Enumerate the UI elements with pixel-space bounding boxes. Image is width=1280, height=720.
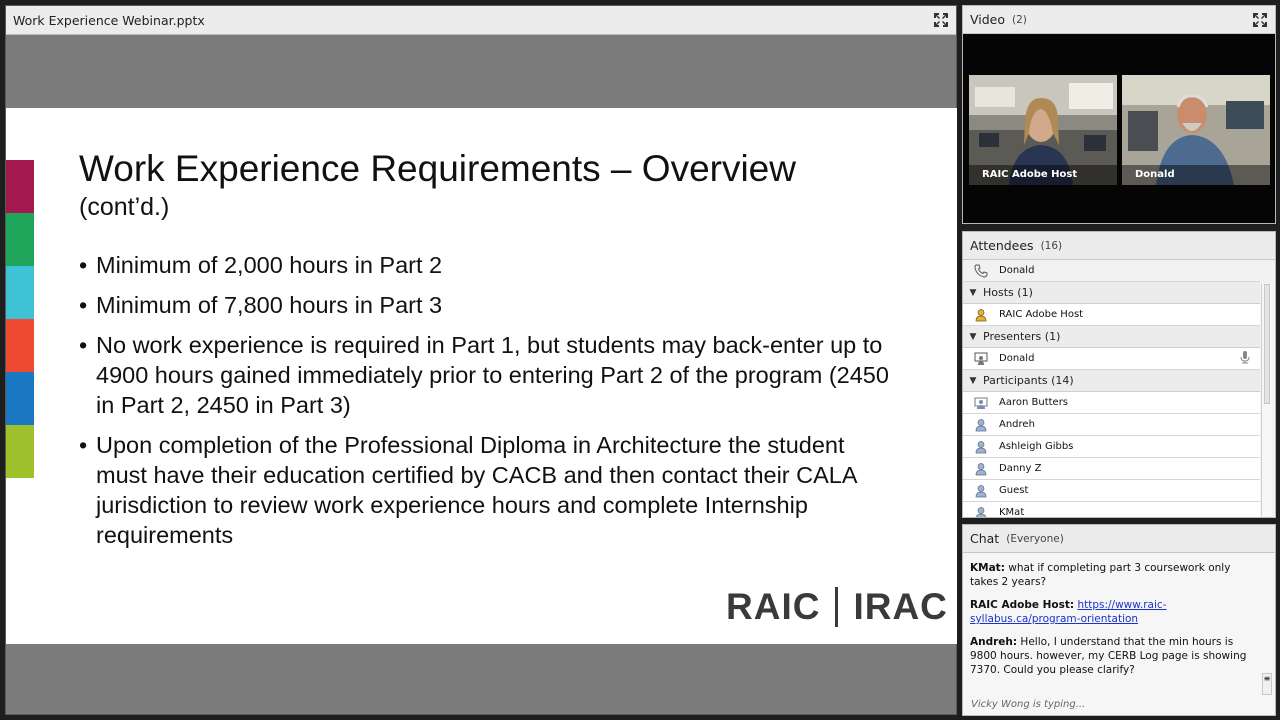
phone-icon [963, 264, 999, 278]
slide-bullet: • Minimum of 2,000 hours in Part 2 [79, 250, 899, 280]
chat-pod-header [963, 525, 1275, 553]
color-strip-band [6, 266, 34, 319]
attendee-name: KMat [999, 507, 1025, 517]
attendee-row[interactable] [963, 304, 1260, 326]
attendees-count: (16) [1040, 239, 1063, 252]
active-speaker-row[interactable] [963, 260, 1260, 282]
attendee-row[interactable] [963, 458, 1260, 480]
chat-scope[interactable]: (Everyone) [1006, 532, 1064, 545]
attendees-pod [962, 231, 1276, 518]
chat-messages [970, 561, 1260, 686]
attendee-row[interactable] [963, 348, 1260, 370]
video-tile-donald[interactable] [1122, 75, 1270, 185]
chat-author: Andreh: [970, 636, 1018, 648]
video-tile-name: Donald [1122, 165, 1270, 185]
share-pod [5, 5, 957, 715]
video-pod [962, 5, 1276, 224]
attendee-list [963, 260, 1260, 517]
color-strip-band [6, 213, 34, 266]
share-pod-title: Work Experience Webinar.pptx [13, 12, 205, 28]
video-pod-header [963, 6, 1275, 34]
active-speaker-name: Donald [999, 265, 1035, 276]
scrollbar-thumb[interactable] [1264, 284, 1270, 404]
participant-icon [963, 462, 999, 476]
chat-text: what if completing part 3 coursework only takes 2 years? [970, 562, 1231, 588]
logo-left-text: RAIC [726, 586, 821, 627]
attendees-pod-header [963, 232, 1275, 260]
presentation-slide [6, 108, 957, 644]
fullscreen-icon[interactable] [932, 11, 950, 29]
attendee-row[interactable] [963, 480, 1260, 502]
chevron-down-icon: ▼ [969, 375, 977, 386]
chat-text: Hello, I understand that the min hours is 9800 hours. however, my CERB Log page is showing 7370. Could you please clarify? [970, 636, 1247, 676]
attendee-name: RAIC Adobe Host [999, 309, 1084, 320]
logo-separator [835, 587, 838, 627]
color-strip-band [6, 372, 34, 425]
chat-pod-title: Chat [970, 531, 1000, 546]
share-pod-header [6, 6, 956, 35]
participant-icon [963, 440, 999, 454]
chat-message [970, 598, 1260, 626]
attendee-row[interactable] [963, 414, 1260, 436]
attendee-name: Donald [999, 353, 1035, 364]
color-strip-band [6, 160, 34, 213]
microphone-icon[interactable] [1238, 350, 1252, 367]
video-fullscreen-icon[interactable] [1251, 11, 1269, 29]
chat-link[interactable]: https://www.raic-syllabus.ca/program-orientation [970, 599, 1167, 625]
chevron-down-icon: ▼ [969, 331, 977, 342]
attendees-scrollbar[interactable] [1261, 284, 1272, 516]
chat-message [970, 561, 1260, 589]
video-count: (2) [1012, 13, 1027, 26]
attendee-row[interactable] [963, 392, 1260, 414]
slide-bullet-list [79, 250, 899, 560]
attendee-row[interactable] [963, 436, 1260, 458]
video-tile-name: RAIC Adobe Host [969, 165, 1117, 185]
video-tile-host[interactable] [969, 75, 1117, 185]
group-participants[interactable] [963, 370, 1260, 392]
participant-icon [963, 484, 999, 498]
video-pod-title: Video [970, 12, 1006, 27]
group-hosts[interactable] [963, 282, 1260, 304]
logo-right-text: IRAC [853, 586, 948, 627]
slide-bullet: • Upon completion of the Professional Diploma in Architecture the student must have their education certified by CACB and then contact their CALA jurisdiction to review work experience hours and complete Internship requirements [79, 430, 899, 550]
attendee-name: Guest [999, 485, 1029, 496]
slide-title: Work Experience Requirements – Overview [79, 148, 796, 189]
color-strip-band [6, 425, 34, 478]
group-label: Hosts (1) [983, 286, 1033, 299]
slide-subtitle: (cont’d.) [79, 193, 170, 221]
chat-author: RAIC Adobe Host: [970, 599, 1075, 611]
chat-scrollbar[interactable]: ≡ [1262, 673, 1272, 695]
attendees-pod-title: Attendees [970, 238, 1034, 253]
attendee-name: Danny Z [999, 463, 1042, 474]
host-icon [963, 308, 999, 322]
group-presenters[interactable] [963, 326, 1260, 348]
attendee-row[interactable] [963, 502, 1260, 517]
chevron-down-icon: ▼ [969, 287, 977, 298]
share-content-area [6, 36, 956, 714]
attendee-name: Aaron Butters [999, 397, 1069, 408]
raic-logo [726, 586, 948, 628]
typing-indicator: Vicky Wong is typing... [971, 699, 1086, 710]
chat-author: KMat: [970, 562, 1005, 574]
slide-bullet: • Minimum of 7,800 hours in Part 3 [79, 290, 899, 320]
group-label: Participants (14) [983, 374, 1074, 387]
chat-message [970, 635, 1260, 677]
attendee-name: Ashleigh Gibbs [999, 441, 1074, 452]
participant-icon [963, 506, 999, 518]
participant-icon [963, 418, 999, 432]
chat-pod [962, 524, 1276, 716]
participant-icon [963, 396, 999, 410]
color-strip-band [6, 319, 34, 372]
slide-color-strip [6, 160, 34, 478]
slide-bullet: • No work experience is required in Part 1, but students may back-enter up to 4900 hours gained immediately prior to entering Part 2 of the program (2450 in Part 2, 2450 in Part 3) [79, 330, 899, 420]
presenter-icon [963, 352, 999, 366]
attendee-name: Andreh [999, 419, 1035, 430]
group-label: Presenters (1) [983, 330, 1061, 343]
